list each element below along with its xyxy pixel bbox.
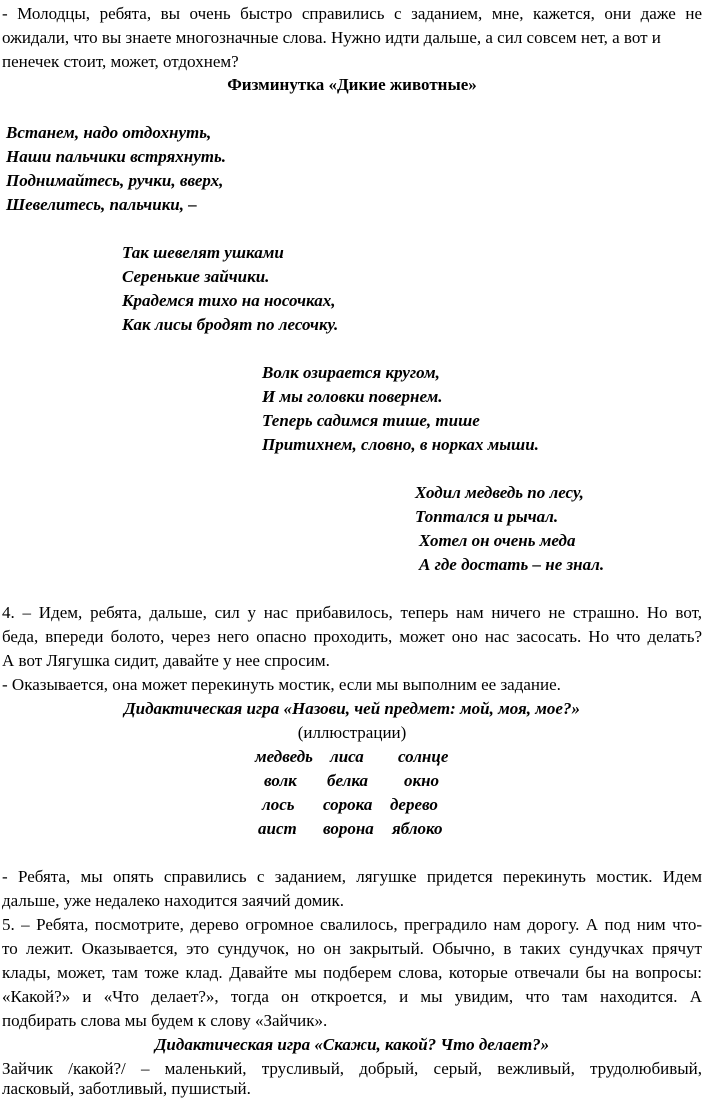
poem-line: Хотел он очень меда [419, 531, 576, 550]
word-cell: лось [262, 795, 295, 814]
word-cell: окно [404, 771, 440, 790]
poem-line: Поднимайтесь, ручки, вверх, [6, 171, 224, 190]
after-game1-line: - Ребята, мы опять справились с заданием, лягушке придется перекинуть мостик. Идем [2, 867, 702, 886]
poem-line: А где достать – не знал. [419, 555, 605, 574]
poem-line: Как лисы бродят по лесочку. [122, 315, 339, 334]
poem-line: Серенькие зайчики. [122, 267, 270, 286]
part5-line: «Какой?» и «Что делает?», тогда он откроется, и мы увидим, что там находится. А [2, 987, 702, 1006]
part5-line: подбирать слова мы будем к слову «Зайчик». [2, 1011, 328, 1030]
part5-line: то лежит. Оказывается, это сундучок, но он закрытый. Обычно, в таких сундучках прячут [2, 939, 702, 958]
word-cell: аист [258, 819, 297, 838]
word-cell: дерево [390, 795, 438, 814]
word-cell: ворона [323, 819, 374, 838]
word-cell: яблоко [392, 819, 443, 838]
intro-line: ожидали, что вы знаете многозначные слова. Нужно идти дальше, а сил совсем нет, а вот и [2, 28, 661, 47]
game2-title: Дидактическая игра «Скажи, какой? Что делает?» [154, 1035, 550, 1054]
word-cell: волк [264, 771, 297, 790]
poem-line: Встанем, надо отдохнуть, [6, 123, 212, 142]
part5-line: клады, может, там тоже клад. Давайте мы подберем слова, которые отвечали бы на вопросы: [2, 963, 702, 982]
poem-line: Топтался и рычал. [415, 507, 559, 526]
fizminutka-title: Физминутка «Дикие животные» [227, 75, 477, 94]
poem-line: И мы головки повернем. [262, 387, 443, 406]
game2-line: ласковый, заботливый, пушистый. [2, 1079, 251, 1098]
part5-line: 5. – Ребята, посмотрите, дерево огромное свалилось, преградило нам дорогу. А под ним что- [2, 915, 702, 934]
word-cell: лиса [330, 747, 364, 766]
part4-line: беда, впереди болото, через него опасно проходить, может оно нас засосать. Но что делать? [2, 627, 702, 646]
poem-line: Наши пальчики встряхнуть. [6, 147, 226, 166]
poem-line: Волк озирается кругом, [262, 363, 440, 382]
poem-line: Так шевелят ушками [122, 243, 284, 262]
word-cell: солнце [398, 747, 449, 766]
poem-line: Шевелитесь, пальчики, – [6, 195, 197, 214]
poem-line: Ходил медведь по лесу, [415, 483, 584, 502]
game1-title: Дидактическая игра «Назови, чей предмет: мой, моя, мое?» [124, 699, 580, 718]
part4-line: А вот Лягушка сидит, давайте у нее спросим. [2, 651, 330, 670]
poem-line: Притихнем, словно, в норках мыши. [262, 435, 539, 454]
word-cell: сорока [323, 795, 373, 814]
game2-line: Зайчик /какой?/ – маленький, трусливый, добрый, серый, вежливый, трудолюбивый, [2, 1059, 702, 1078]
word-cell: белка [327, 771, 369, 790]
intro-line: - Молодцы, ребята, вы очень быстро справились с заданием, мне, кажется, они даже не [2, 4, 702, 23]
after-game1-line: дальше, уже недалеко находится заячий домик. [2, 891, 345, 910]
part4-line: 4. – Идем, ребята, дальше, сил у нас прибавилось, теперь нам ничего не страшно. Но вот, [2, 603, 702, 622]
word-cell: медведь [255, 747, 313, 766]
poem-line: Теперь садимся тише, тише [262, 411, 480, 430]
game1-subtitle: (иллюстрации) [297, 723, 407, 742]
intro-line: пенечек стоит, может, отдохнем? [2, 52, 239, 71]
poem-line: Крадемся тихо на носочках, [122, 291, 336, 310]
part4-line: - Оказывается, она может перекинуть мостик, если мы выполним ее задание. [2, 675, 561, 694]
